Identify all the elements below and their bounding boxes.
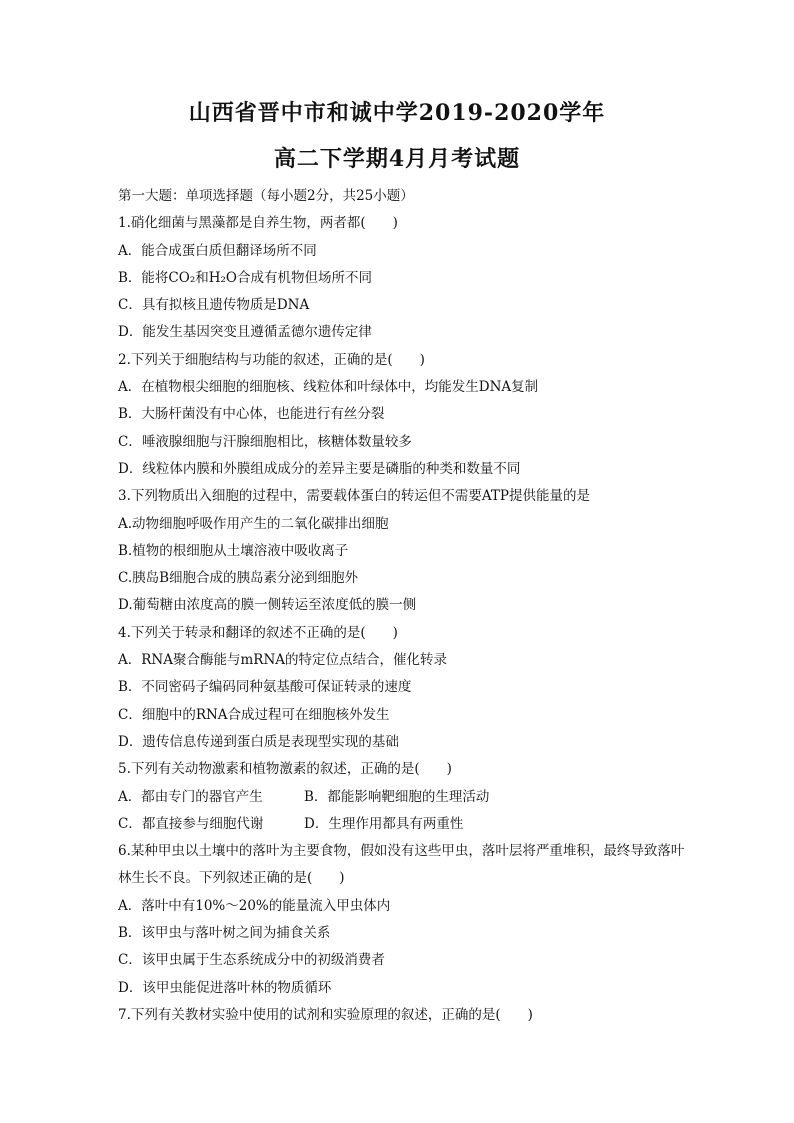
question-5-stem: 5.下列有关动物激素和植物激素的叙述，正确的是( ) [118,761,452,778]
question-3-option-a: A.动物细胞呼吸作用产生的二氧化碳排出细胞 [118,515,389,532]
question-5-option-d: D．生理作用都具有两重性 [304,815,464,832]
section-heading: 第一大题：单项选择题（每小题2分，共25小题） [118,188,414,204]
question-5-options-row-1 [118,784,688,811]
question-1-option-d: D．能发生基因突变且遵循孟德尔遗传定律 [118,324,372,341]
question-4-option-b: B．不同密码子编码同种氨基酸可保证转录的速度 [118,679,412,696]
question-1-stem: 1.硝化细菌与黑藻都是自养生物，两者都( ) [118,215,398,232]
question-6-option-d: D．该甲虫能促进落叶林的物质循环 [118,979,332,996]
exam-content [118,183,688,1029]
question-3-option-b: B.植物的根细胞从土壤溶液中吸收离子 [118,542,349,559]
question-5-option-a: A．都由专门的器官产生 [118,788,263,805]
question-5-options-row-2 [118,811,688,838]
question-7-stem: 7.下列有关教材实验中使用的试剂和实验原理的叙述，正确的是( ) [118,1006,533,1023]
question-6-option-b: B．该甲虫与落叶树之间为捕食关系 [118,925,331,942]
question-4-stem: 4.下列关于转录和翻译的叙述不正确的是( ) [118,624,398,641]
question-6-option-c: C．该甲虫属于生态系统成分中的初级消费者 [118,952,385,969]
question-2-option-d: D．线粒体内膜和外膜组成成分的差异主要是磷脂的种类和数量不同 [118,460,521,477]
question-2-option-c: C．唾液腺细胞与汗腺细胞相比，核糖体数量较多 [118,433,412,450]
question-2-option-a: A．在植物根尖细胞的细胞核、线粒体和叶绿体中，均能发生DNA复制 [118,379,539,396]
question-1-option-b: B．能将CO₂和H₂O合成有机物但场所不同 [118,269,372,286]
question-6-option-a: A．落叶中有10%～20%的能量流入甲虫体内 [118,897,391,914]
question-2-option-b: B．大肠杆菌没有中心体，也能进行有丝分裂 [118,406,385,423]
question-4-option-d: D．遗传信息传递到蛋白质是表现型实现的基础 [118,733,399,750]
question-5-option-b: B．都能影响靶细胞的生理活动 [304,788,490,805]
document-subtitle: 高二下学期4月月考试题 [273,146,521,172]
question-4-option-c: C．细胞中的RNA合成过程可在细胞核外发生 [118,706,390,723]
question-3-stem: 3.下列物质出入细胞的过程中，需要载体蛋白的转运但不需要ATP提供能量的是 [118,488,590,505]
question-1-option-a: A．能合成蛋白质但翻译场所不同 [118,242,317,259]
document-title: 山西省晋中市和诚中学2019-2020学年 [188,100,606,126]
question-2-stem: 2.下列关于细胞结构与功能的叙述，正确的是( ) [118,351,425,368]
question-5-option-c: C．都直接参与细胞代谢 [118,815,264,832]
question-1-option-c: C．具有拟核且遗传物质是DNA [118,297,310,314]
question-6-stem: 6.某种甲虫以土壤中的落叶为主要食物，假如没有这些甲虫，落叶层将严重堆积，最终导致落叶林生长不良。下列叙述正确的是( ) [118,843,685,887]
question-3-option-c: C.胰岛B细胞合成的胰岛素分泌到细胞外 [118,570,359,587]
question-4-option-a: A．RNA聚合酶能与mRNA的特定位点结合，催化转录 [118,652,448,669]
question-3-option-d: D.葡萄糖由浓度高的膜一侧转运至浓度低的膜一侧 [118,597,417,614]
